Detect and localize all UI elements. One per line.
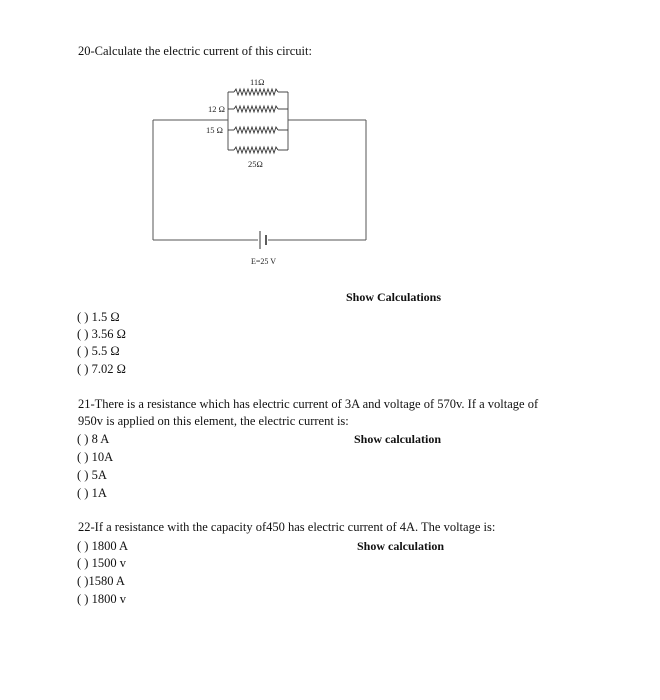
q22-show-calculation: Show calculation bbox=[357, 539, 445, 553]
q21-show-calculation: Show calculation bbox=[354, 432, 442, 446]
resistor-25-ohm bbox=[228, 147, 288, 153]
q22-question: 22-If a resistance with the capacity of450 has electric current of 4A. The voltage is: bbox=[78, 520, 496, 534]
q22-option-3[interactable]: ( )1580 A bbox=[77, 574, 125, 588]
q20-question: 20-Calculate the electric current of this circuit: bbox=[78, 44, 312, 58]
q22-option-2[interactable]: ( ) 1500 v bbox=[77, 556, 126, 570]
q21-option-3[interactable]: ( ) 5A bbox=[77, 468, 107, 482]
label-15-ohm: 15 Ω bbox=[206, 125, 223, 135]
battery-symbol bbox=[260, 231, 266, 249]
label-source: E=25 V bbox=[251, 257, 277, 266]
label-12-ohm: 12 Ω bbox=[208, 104, 225, 114]
label-25-ohm: 25Ω bbox=[248, 159, 263, 169]
q20-option-2[interactable]: ( ) 3.56 Ω bbox=[77, 327, 126, 341]
q21-question-line-1: 21-There is a resistance which has electric current of 3A and voltage of 570v. If a voltage of bbox=[78, 397, 539, 411]
resistor-15-ohm bbox=[228, 127, 288, 133]
resistor-11-ohm bbox=[228, 89, 288, 95]
q21-option-1[interactable]: ( ) 8 A bbox=[77, 432, 110, 446]
resistor-12-ohm bbox=[228, 106, 288, 112]
q22-option-4[interactable]: ( ) 1800 v bbox=[77, 592, 126, 606]
circuit-diagram bbox=[0, 0, 660, 280]
q21-option-2[interactable]: ( ) 10A bbox=[77, 450, 114, 464]
q20-option-3[interactable]: ( ) 5.5 Ω bbox=[77, 344, 120, 358]
q20-option-1[interactable]: ( ) 1.5 Ω bbox=[77, 310, 120, 324]
q22-option-1[interactable]: ( ) 1800 A bbox=[77, 539, 129, 553]
q20-show-calculations: Show Calculations bbox=[346, 290, 442, 304]
label-11-ohm: 11Ω bbox=[250, 77, 265, 87]
q20-option-4[interactable]: ( ) 7.02 Ω bbox=[77, 362, 126, 376]
q21-question-line-2: 950v is applied on this element, the electric current is: bbox=[78, 414, 349, 428]
q21-option-4[interactable]: ( ) 1A bbox=[77, 486, 107, 500]
